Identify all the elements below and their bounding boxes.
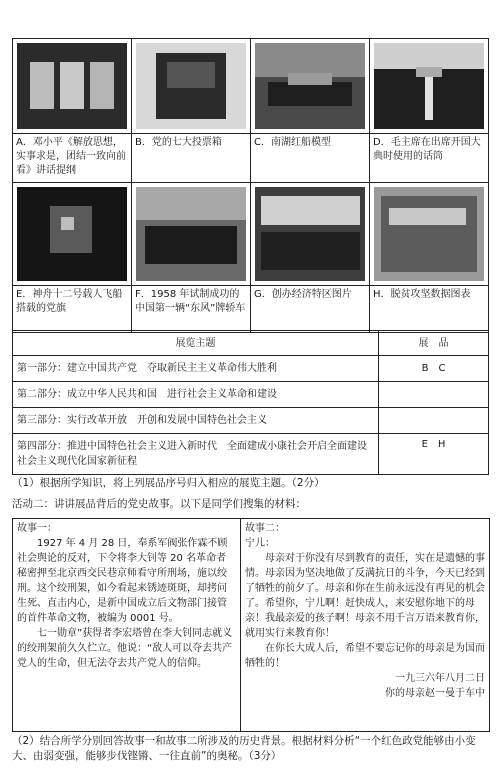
special-zone-photo <box>255 187 365 281</box>
letter-signature: 你的母亲赵一曼于车中 <box>385 688 485 699</box>
letter-paragraph-1: 母亲对于你没有尽到教育的责任，实在是遗憾的事情。母亲因为坚决地做了反满抗日的斗争，今天已经到了牺牲的前夕了。母亲和你在生前永远没有再见的机会了。希望你，宁儿啊！赶快成人，来安慰你地下的母亲！我最亲爱的孩子啊！母亲不用千言万语来教育你，就用实行来教育你！ <box>245 553 485 639</box>
exhibit-photo-d <box>370 39 489 134</box>
exhibit-caption-e: E．神舟十二号载人飞船搭载的党旗 <box>16 289 123 314</box>
items-cell-4[interactable]: E H <box>379 434 489 475</box>
exhibit-caption-a: A．邓小平《解放思想，实事求是，团结一致向前看》讲话提纲 <box>16 137 126 176</box>
theme-row-3: 第三部分：实行改革开放 开创和发展中国特色社会主义 <box>13 408 379 434</box>
activity-2-heading: 活动二：讲讲展品背后的党史故事。以下是同学们搜集的材料： <box>12 498 306 510</box>
party-flag-photo <box>17 187 127 281</box>
exhibit-caption-c: C．南湖红船模型 <box>254 137 331 148</box>
story-one-paragraph-1: 1927 年 4 月 28 日，奉系军阀张作霖不顾社会舆论的反对，下令将李大钊等 20 名革命者秘密押至北京西交民巷京师看守所刑场，施以绞刑。这个绞刑架，如今看起来锈迹斑斑，却拷问生死、直击内心，是新中国成立后文物部门接管的首件革命文物，被编为 0001 号。 <box>17 538 228 624</box>
exhibit-caption-g: G．创办经济特区图片 <box>254 289 352 300</box>
items-header: 展 品 <box>379 331 489 356</box>
exhibit-photo-f <box>132 183 251 286</box>
manuscript-photo <box>17 43 127 129</box>
exhibit-photo-c <box>251 39 370 134</box>
theme-row-2: 第二部分：成立中华人民共和国 进行社会主义革命和建设 <box>13 382 379 408</box>
theme-row-4: 第四部分：推进中国特色社会主义进入新时代 全面建成小康社会开启全面建设社会主义现代化国家新征程 <box>13 434 379 475</box>
microphone-photo <box>374 43 484 129</box>
letter-date: 一九三六年八月二日 <box>395 673 485 684</box>
ballot-box-photo <box>136 43 246 129</box>
exhibit-caption-f: F．1958 年试制成功的中国第一辆“东风”牌轿车 <box>135 289 246 314</box>
story-two-title: 故事二： <box>245 523 285 534</box>
letter-paragraph-2: 在你长大成人后，希望不要忘记你的母亲是为国而牺牲的！ <box>245 643 485 669</box>
exhibit-caption-d: D．毛主席在出席开国大典时使用的话筒 <box>373 137 481 162</box>
exhibit-photo-h <box>370 183 489 286</box>
exhibit-photo-a <box>13 39 132 134</box>
exhibit-caption-b: B．党的七大投票箱 <box>135 137 222 148</box>
items-cell-3[interactable] <box>379 408 489 434</box>
question-1: （1）根据所学知识，将上列展品序号归入相应的展览主题。（2分） <box>12 477 325 489</box>
story-one <box>13 519 241 731</box>
items-cell-2[interactable] <box>379 382 489 408</box>
items-cell-1[interactable]: B C <box>379 356 489 382</box>
theme-table <box>12 330 489 475</box>
theme-header: 展览主题 <box>13 331 379 356</box>
exhibit-photo-b <box>132 39 251 134</box>
red-boat-photo <box>255 43 365 129</box>
question-2: （2）结合所学分别回答故事一和故事二所涉及的历史背景。根据材料分析“一个红色政党能够由小变大、由弱变强，能够步伐铿锵、一往直前”的奥秘。（3分） <box>12 735 476 762</box>
letter-greeting: 宁儿： <box>245 538 275 549</box>
poverty-chart-photo <box>374 187 484 281</box>
story-one-paragraph-2: 七一勋章”获得者李宏塔曾在李大钊同志就义的绞刑架前久久伫立。他说：“敌人可以夺去共产党人的生命，但无法夺去共产党人的信仰。 <box>17 628 233 669</box>
exhibit-photo-g <box>251 183 370 286</box>
car-photo <box>136 187 246 281</box>
theme-row-1: 第一部分：建立中国共产党 夺取新民主主义革命伟大胜利 <box>13 356 379 382</box>
story-two <box>241 519 489 731</box>
exhibit-photo-e <box>13 183 132 286</box>
exhibit-caption-h: H．脱贫攻坚数据图表 <box>373 289 471 300</box>
story-one-title: 故事一： <box>17 523 57 534</box>
exhibit-grid <box>12 38 489 333</box>
stories-box <box>12 518 490 732</box>
